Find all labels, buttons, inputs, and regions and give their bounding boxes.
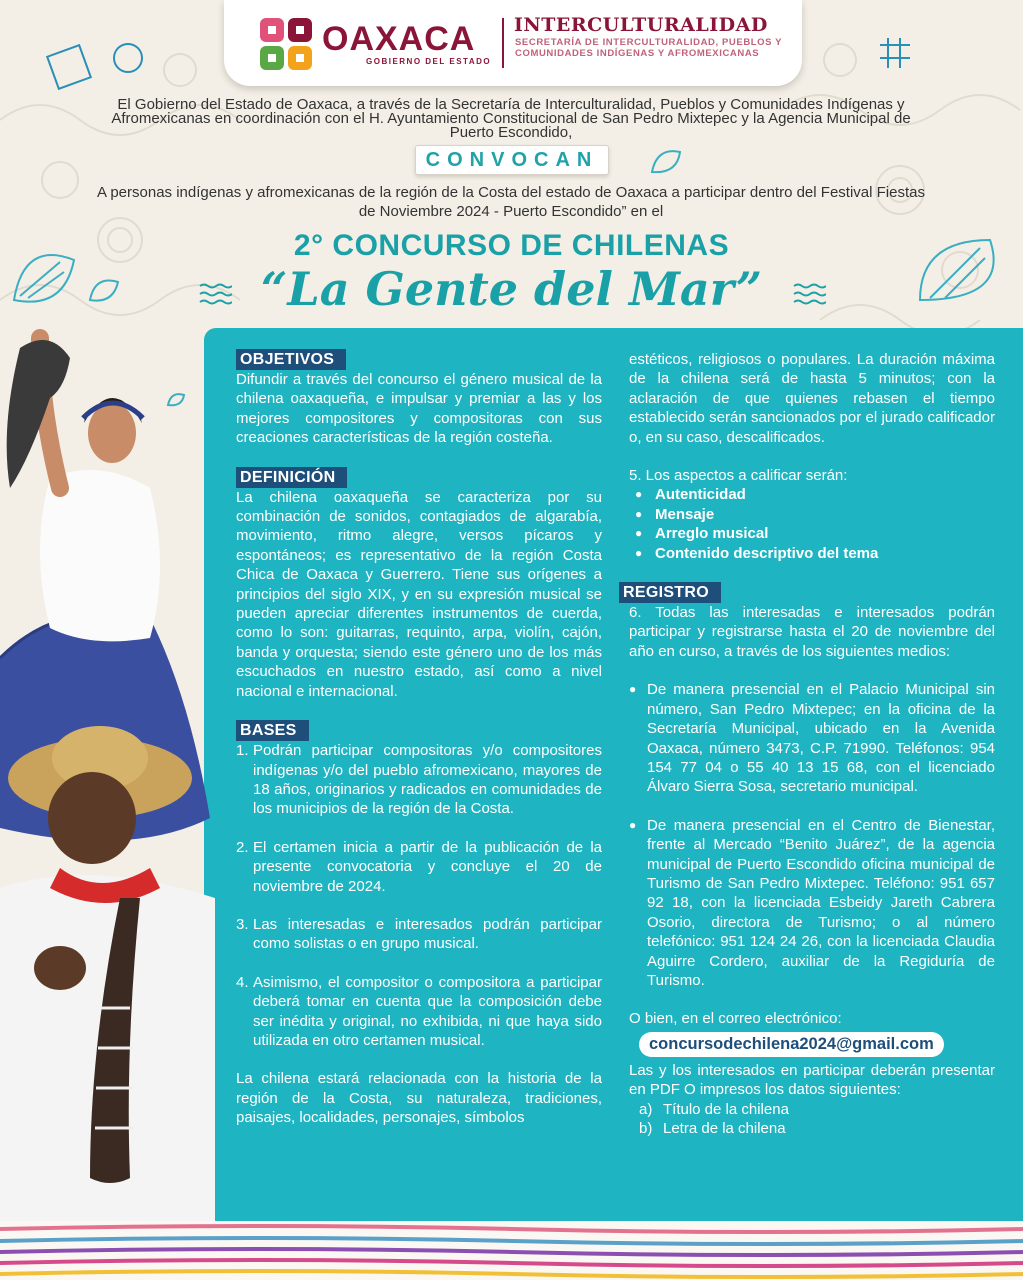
- header-banner: [224, 0, 802, 86]
- wave-lines-icon: [792, 282, 826, 306]
- aspect-item: ● Autenticidad: [635, 486, 746, 504]
- contest-title: 2° CONCURSO DE CHILENAS: [293, 229, 730, 262]
- bases-item: 3. Las interesadas e interesados podrán participar como solistas o en grupo musical.: [236, 915, 602, 953]
- header-divider: [502, 18, 504, 68]
- aspect-item: ● Arreglo musical: [635, 525, 769, 543]
- registration-option: ● De manera presencial en el Palacio Municipal sin número, San Pedro Mixtepec; en la oficina de la Secretaría Municipal, ubicado en la Avenida Oaxaca, número 3473, C.P. 71990. Teléfonos: 954 154 77 04 o 55 40 13 15 68, con el licenciado Álvaro Sierra Sosa, secretario municipal.: [629, 681, 995, 796]
- presentar-text: Las y los interesados en participar deberán presentar en PDF O impresos los datos siguientes:: [629, 1061, 995, 1099]
- objetivos-text: Difundir a través del concurso el género musical de la chilena oaxaqueña, e impulsar y premiar a las y los mejores compositores y compositoras con sus creaciones características de la región costeña.: [236, 371, 602, 447]
- logo-subtitle: GOBIERNO DEL ESTADO: [366, 57, 492, 66]
- data-item: b) Letra de la chilena: [639, 1120, 786, 1137]
- intro-invitation: A personas indígenas y afromexicanas de la región de la Costa del estado de Oaxaca a participar dentro del Festival Fiestas de Noviembre 2024 - Puerto Escondido” en el: [97, 184, 925, 220]
- definicion-text: La chilena oaxaqueña se caracteriza por su combinación de sonidos, contagiados de algarabía, movimiento, ritmo alegre, versos pícaros y espontáneos; es representativo de la región Costa Chica de Oaxaca y Guerrero. Tiene sus orígenes a principios del siglo XIX, y en su expresión musical se pueden apreciar diferentes instrumentos de cuerda, como lo son: guitarras, requinto, arpa, violín, cajón, banda y orquesta; siendo este género uno de los más escuchados en nuestro estado, así como a nivel nacional e internacional.: [236, 488, 602, 700]
- contest-subtitle: “La Gente del Mar”: [260, 262, 763, 316]
- oaxaca-logo-icon: [258, 16, 314, 72]
- section-heading-registro: REGISTRO: [619, 582, 721, 603]
- bases-continuation-text: estéticos, religiosos o populares. La duración máxima de la chilena será de hasta 5 minutos; con la aclaración de que quienes rebasen el tiempo establecido serán sancionados por el jurado calificador o, en su caso, descalificados.: [629, 351, 995, 446]
- aspect-item: ● Contenido descriptivo del tema: [635, 544, 879, 562]
- bases-item: 4. Asimismo, el compositor o compositora a participar deberá tomar en cuenta que la composición debe ser inédita y original, no exhibida, ni que haya sido utilizada en otro certamen musical.: [236, 973, 602, 1049]
- bases-item: 2. El certamen inicia a partir de la publicación de la presente convocatoria y concluye el 20 de noviembre de 2024.: [236, 838, 602, 895]
- aspects-intro: 5. Los aspectos a calificar serán:: [629, 467, 848, 485]
- intro-paragraph: El Gobierno del Estado de Oaxaca, a través de la Secretaría de Interculturalidad, Pueblos y Comunidades Indígenas y Afromexicanas en coordinación con el H. Ayuntamiento Constitucional de San Pedro Mixtepec y la Agencia Municipal de Puerto Escondido,: [111, 96, 911, 141]
- registration-option: ● De manera presencial en el Centro de Bienestar, frente al Mercado “Benito Juárez”, de la agencia municipal de Puerto Escondido oficina municipal de Turismo de San Pedro Mixtepec. Teléfono: 951 657 92 18, con la licenciada Esbeidy Jareth Cabrera Osorio, directora de Turismo; o al número telefónico: 951 124 24 26, con la licenciada Claudia Aguirre Cordero, auxiliar de la Regiduría de Turismo.: [629, 816, 995, 989]
- aspect-item: ● Mensaje: [635, 505, 715, 523]
- section-heading-definicion: DEFINICIÓN: [236, 467, 347, 488]
- contest-email-link[interactable]: concursodechilena2024@gmail.com: [639, 1032, 944, 1057]
- logo-name: OAXACA: [322, 20, 476, 58]
- email-intro: O bien, en el correo electrónico:: [629, 1010, 842, 1028]
- bases-item: 1. Podrán participar compositoras y/o compositores indígenas y/o del pueblo afromexicano, mayores de 18 años, originarios y radicados en comunidades de los municipios de la región de la Costa.: [236, 742, 602, 818]
- data-item: a) Título de la chilena: [639, 1100, 789, 1118]
- convocan-badge: CONVOCAN: [415, 145, 609, 175]
- right-column: [623, 350, 995, 1138]
- section-heading-objetivos: OBJETIVOS: [236, 349, 346, 370]
- secretaria-subtitle: SECRETARÍA DE INTERCULTURALIDAD, PUEBLOS Y COMUNIDADES INDÍGENAS Y AFROMEXICANAS: [515, 37, 782, 59]
- registro-text: 6. Todas las interesadas e interesados podrán participar y registrarse hasta el 20 de noviembre del año en curso, a través de los siguientes medios:: [629, 604, 995, 660]
- left-column: [236, 349, 602, 1128]
- shell-icon: [652, 151, 680, 172]
- bottom-stripes: [0, 1221, 1023, 1280]
- wave-lines-icon: [198, 282, 232, 306]
- interculturalidad-title: INTERCULTURALIDAD: [514, 14, 768, 36]
- dancers-photo: [0, 328, 215, 1221]
- chilena-relation-text: La chilena estará relacionada con la historia de la región de la Costa, su naturaleza, tradiciones, paisajes, localidades, personajes, símbolos: [236, 1070, 602, 1127]
- section-heading-bases: BASES: [236, 720, 309, 741]
